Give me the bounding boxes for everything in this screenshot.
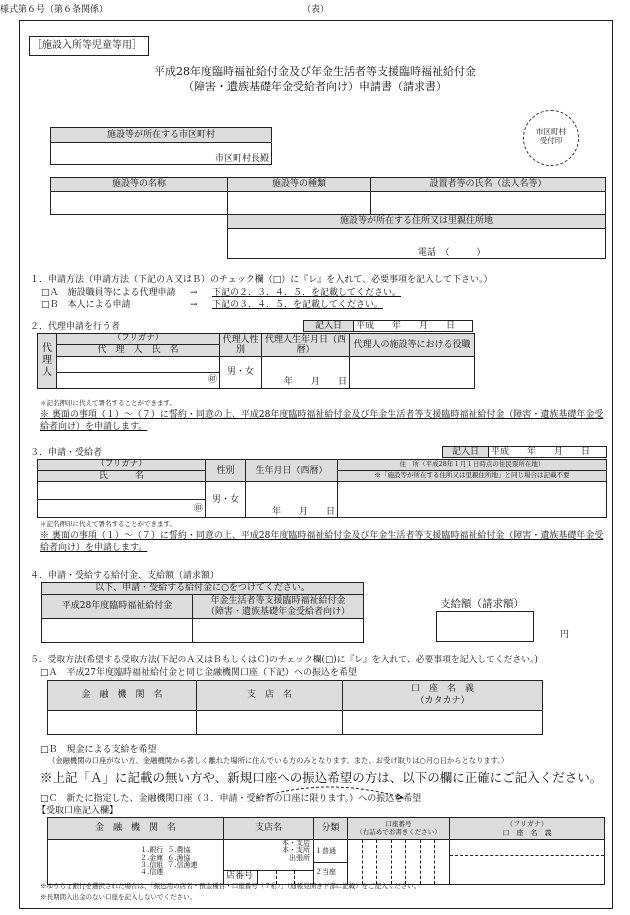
- founder-field[interactable]: [371, 192, 606, 215]
- s5-emphasis: ※上記「Ａ」に記載の無い方や、新規口座への振込希望の方は、以下の欄に正確にご記入ください。: [40, 770, 603, 785]
- s5-c-holder-field[interactable]: [450, 840, 605, 885]
- reception-stamp: 市区町村 受付印: [523, 110, 579, 166]
- s5-c-acctno-field[interactable]: [348, 840, 450, 885]
- s4-col1: 平成28年度臨時福祉給付金: [42, 595, 193, 619]
- s2-furigana-field[interactable]: [57, 356, 220, 372]
- s3-furigana-header: （フリガナ）: [38, 460, 206, 471]
- s1-option-a[interactable]: □Ａ 施設職員等による代理申請: [41, 288, 176, 298]
- s3-entry-date-label: 記入日: [443, 447, 489, 458]
- s4-choice2[interactable]: [193, 619, 364, 643]
- s5-a-table: [47, 680, 543, 735]
- s2-note1: ＊記名押印に代えて署名することができます。: [40, 399, 176, 407]
- form-side: （表）: [302, 5, 330, 15]
- s1-option-b[interactable]: □Ｂ 本人による申請: [41, 300, 131, 310]
- s5-c-type2[interactable]: ２当座: [315, 867, 336, 876]
- s3-note2: ※ 裏面の事項（１）～（７）に誓約・同意の上、平成28年度臨時福祉給付金及び年金生活者等支援臨時福祉給付金（障害・遺族基礎年金受給者向け）を申請します。: [40, 531, 604, 553]
- s5-a-holder-field[interactable]: [343, 711, 543, 735]
- s3-birth-field[interactable]: 年 月 日: [246, 482, 338, 518]
- s3-seal: ㊞: [193, 503, 203, 514]
- s2-table: [37, 333, 475, 389]
- s3-heading: ３．申請・受給者: [30, 448, 103, 458]
- s5-c-sub: 【受取口座記入欄】: [37, 806, 119, 816]
- facility-address-header: 施設等が所在する住所又は里親住所地: [228, 215, 606, 229]
- s3-birth-header: 生年月日（西暦）: [246, 460, 338, 482]
- s2-name-field[interactable]: [57, 372, 220, 388]
- s5-c-table: [47, 817, 605, 885]
- founder-header: 設置者等の氏名（法人名等）: [371, 178, 606, 192]
- s5-c-bank-field[interactable]: [48, 840, 224, 885]
- municipality-header: 施設等が所在する市区町村: [51, 128, 272, 143]
- s3-entry-date: [442, 446, 607, 458]
- mayor-suffix[interactable]: 市区町村長殿: [51, 143, 272, 165]
- s4-amount-field[interactable]: [436, 611, 534, 642]
- facility-address-field[interactable]: [228, 229, 606, 259]
- facility-table: [50, 177, 606, 259]
- s3-name-header: 氏 名: [38, 471, 206, 482]
- s5-c-branch-types: 本・支店 本・支所 出張所: [282, 839, 310, 862]
- s3-gender-header: 性別: [206, 460, 246, 482]
- s5-a-holder-header: 口 座 名 義: [410, 683, 474, 694]
- s5-c-store-no: 店番号: [226, 871, 254, 881]
- s2-role-header: 代理人の施設等における役職: [350, 334, 475, 357]
- s5-foot1: ※ゆうちょ銀行を選択された場合は、「振込用の店名・預金種目・口座番号（７桁）」（通帳見開き下部に記載）をご記入ください。: [40, 882, 421, 890]
- phone-label: 電話: [418, 247, 437, 258]
- s5-a-branch-header: 支 店 名: [197, 681, 343, 711]
- s5-c-furigana-header: （フリガナ）: [506, 820, 548, 829]
- s5-c-bank-types-b: ５.農協 ６.漁協 ７.信漁連: [167, 846, 198, 869]
- facility-type-header: 施設等の種類: [228, 178, 371, 192]
- s2-entry-date: [303, 320, 473, 332]
- s4-col2a: 年金生活者等支援臨時福祉給付金: [210, 595, 346, 606]
- s2-name-header: 代 理 人 氏 名: [57, 344, 220, 356]
- s4-col2b: （障害・遺族基礎年金受給者向け）: [205, 606, 350, 617]
- s1-arrow-a: →: [190, 288, 198, 298]
- s5-b-note: （金融機関の口座がない方、金融機関から著しく離れた場所に住んでいる方のみとなります。また、お受け取りは○月○日からとなります。）: [48, 756, 509, 765]
- s5-c-bank-types-a: １.銀行 ２.金庫 ３.信組 ４.信連: [140, 846, 164, 877]
- s5-a-bank-header: 金 融 機 関 名: [48, 681, 197, 711]
- s3-name-field[interactable]: [38, 500, 206, 518]
- s1-note-b: 下記の３．４．５．を記載してください。: [212, 300, 384, 310]
- s5-option-a[interactable]: □Ａ 平成27年度臨時福祉給付金と同じ金融機関口座（下記）への振込を希望: [40, 668, 357, 678]
- s3-note1: ＊記名押印に代えて署名することができます。: [40, 520, 176, 528]
- s3-gender-field[interactable]: 男・女: [206, 482, 246, 518]
- s5-c-acctno-sub: （右詰めでお書きください）: [356, 827, 441, 836]
- title-line2: （障害・遺族基礎年金受給者向け）申請書（請求書）: [183, 80, 447, 93]
- s2-seal: ㊞: [207, 375, 217, 386]
- municipality-table: [50, 127, 272, 165]
- s2-furigana-header: （フリガナ）: [57, 334, 220, 345]
- s2-heading: ２．代理申請を行う者: [30, 322, 121, 332]
- s1-note-a: 下記の２．３．４．５．を記載してください。: [212, 288, 402, 298]
- s2-side-label: 代理人: [38, 334, 57, 389]
- s5-foot2: ※長期間入出金のない口座を記入しないでください。: [40, 893, 196, 901]
- s3-address-field[interactable]: [338, 482, 607, 518]
- facility-type-field[interactable]: [228, 192, 371, 215]
- s5-c-branch-field[interactable]: [224, 840, 314, 885]
- s5-a-branch-field[interactable]: [197, 711, 343, 735]
- s5-c-type-header: 分類: [314, 818, 348, 840]
- s5-a-holder-sub: （カタカナ）: [415, 695, 470, 706]
- form-number: 様式第６号（第６条関係）: [0, 5, 109, 15]
- s3-entry-date-value[interactable]: 平成 年 月 日: [489, 447, 607, 458]
- s1-arrow-b: →: [190, 300, 198, 310]
- s4-table: [41, 582, 364, 643]
- s3-address-note: ※「施設等が所在する住所又は里親住所地」と同じ場合は記載不要: [338, 471, 607, 482]
- facility-name-field[interactable]: [51, 192, 228, 215]
- s5-option-c[interactable]: □Ｃ 新たに指定した、金融機関口座（３．申請・受給者の口座に限ります。）への振込を希望: [40, 794, 422, 804]
- s4-yen: 円: [560, 630, 570, 640]
- s5-c-branch-header: 支店名: [224, 818, 314, 840]
- s3-table: [37, 459, 607, 518]
- s2-entry-date-label: 記入日: [304, 321, 354, 332]
- s2-gender-header: 代理人性別: [220, 334, 262, 357]
- s4-amount-label: 支給額（請求額）: [440, 598, 524, 610]
- s1-heading: １．申請方法（申請方法（下記のＡ又はＢ）のチェック欄（□）に『レ』を入れて、必要事項を記入して下さい。）: [30, 275, 493, 285]
- s2-birth-header: 代理人生年月日（西暦）: [262, 334, 350, 357]
- s5-c-type1[interactable]: １普通: [314, 841, 347, 863]
- s2-entry-date-value[interactable]: 平成 年 月 日: [354, 321, 473, 332]
- s3-furigana-field[interactable]: [38, 482, 206, 500]
- s2-birth-field[interactable]: 年 月 日: [262, 356, 350, 388]
- s5-heading: ５．受取方法(希望する受取方法(下記のＡ又はＢもしくはＣ)のチェック欄(□)に『レ』を入れて、必要事項を記入してください。): [30, 655, 538, 665]
- s5-c-bank-header: 金 融 機 関 名: [48, 818, 224, 840]
- s5-c-acctno-header: 口座番号: [385, 819, 412, 828]
- s5-option-b[interactable]: □Ｂ 現金による支給を希望: [40, 745, 157, 755]
- s4-choice1[interactable]: [42, 619, 193, 643]
- s4-instruction: 以下、申請・受給する給付金に○をつけてください。: [42, 583, 364, 595]
- title-line1: 平成28年度臨時福祉給付金及び年金生活者等支援臨時福祉給付金: [154, 65, 476, 78]
- phone-paren[interactable]: （ ）: [445, 247, 486, 258]
- s5-a-bank-field[interactable]: [48, 711, 197, 735]
- s3-address-header: 住 所（平成28年１月１日時点の住民票所在地）: [338, 460, 607, 471]
- category-label: ［施設入所等児童等用］: [29, 36, 149, 56]
- s2-role-field[interactable]: [350, 356, 475, 388]
- s5-c-holder-header: 口 座 名 義: [502, 828, 552, 837]
- s2-gender-field[interactable]: 男・女: [220, 356, 262, 388]
- facility-name-header: 施設等の名称: [51, 178, 228, 192]
- s4-heading: ４．申請・受給する給付金、支給額（請求額）: [30, 571, 220, 581]
- s2-note2: ※ 裏面の事項（１）～（７）に誓約・同意の上、平成28年度臨時福祉給付金及び年金生活者等支援臨時福祉給付金（障害・遺族基礎年金受給者向け）を申請します。: [40, 410, 604, 432]
